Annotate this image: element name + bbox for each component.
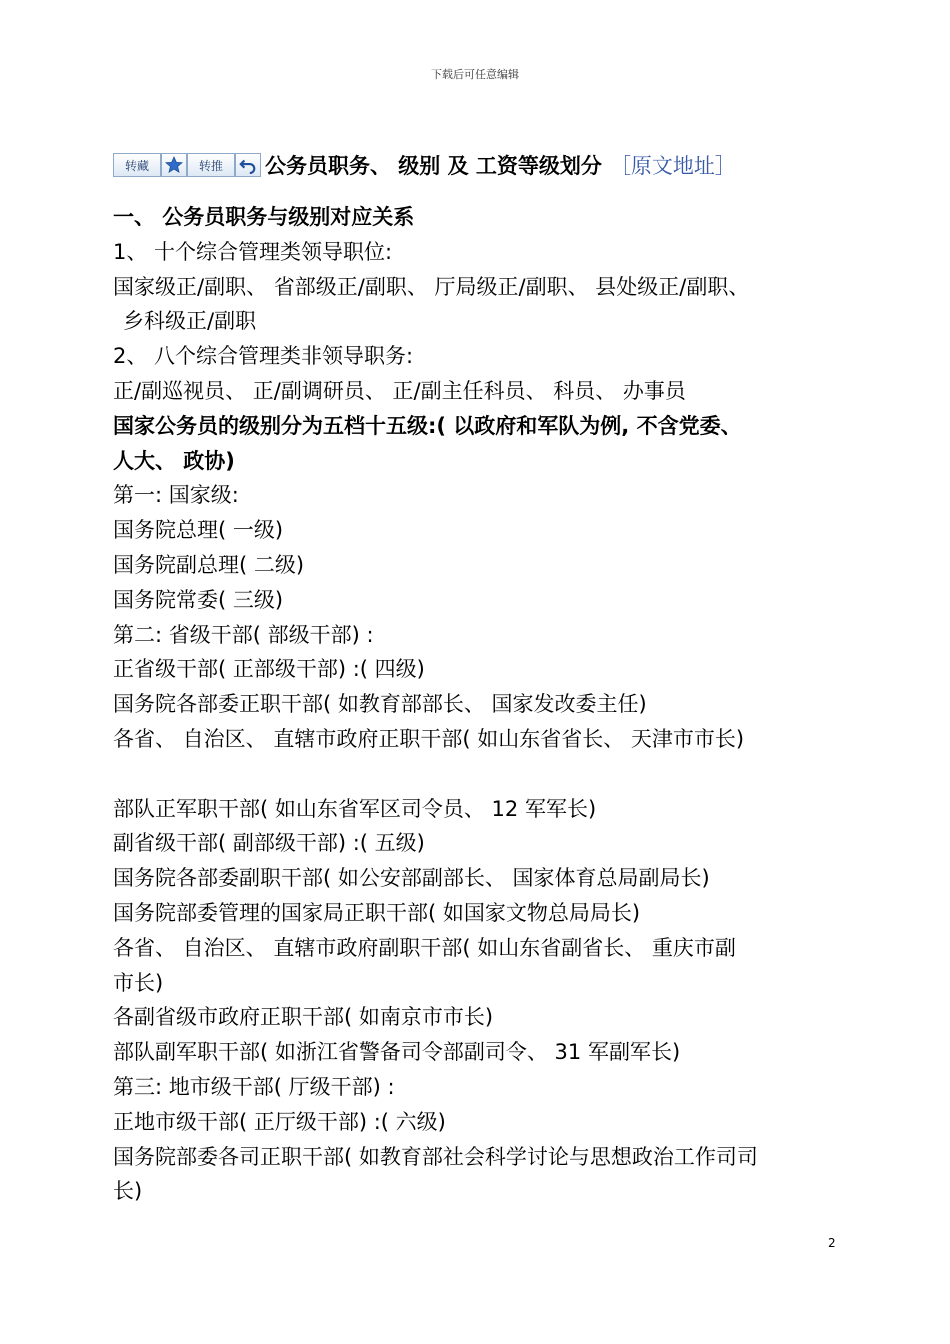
text-line: 国务院常委( 三级) — [113, 587, 284, 612]
recommend-button[interactable]: 转推 — [187, 153, 235, 177]
star-icon[interactable] — [161, 153, 187, 177]
text-line: 乡科级正/副职 — [123, 309, 257, 334]
text-line: 2、 八个综合管理类非领导职务: — [113, 344, 414, 369]
blank-line — [113, 757, 843, 792]
text-line: 第三: 地市级干部( 厅级干部) : — [113, 1074, 395, 1099]
text-line: 正省级干部( 正部级干部) :( 四级) — [113, 657, 425, 682]
article-title: 公务员职务、 级别 及 工资等级划分 — [265, 154, 602, 178]
text-line: 国务院副总理( 二级) — [113, 552, 305, 577]
text-line: 市长) — [113, 970, 164, 995]
original-address-link[interactable]: ［原文地址］ — [609, 154, 736, 178]
text-line: 各副省级市政府正职干部( 如南京市市长) — [113, 1005, 494, 1030]
text-line: 长) — [113, 1179, 143, 1204]
text-line: 国务院各部委副职干部( 如公安部副部长、 国家体育总局副局长) — [113, 866, 710, 891]
bold-text-line: 人大、 政协) — [113, 448, 235, 473]
text-line: 1、 十个综合管理类领导职位: — [113, 239, 393, 264]
section-heading: 一、 公务员职务与级别对应关系 — [113, 205, 415, 229]
text-line: 副省级干部( 副部级干部) :( 五级) — [113, 831, 425, 856]
title-row — [113, 148, 736, 182]
text-line: 各省、 自治区、 直辖市政府副职干部( 如山东省副省长、 重庆市副 — [113, 935, 736, 960]
text-line: 国务院部委各司正职干部( 如教育部社会科学讨论与思想政治工作司司 — [113, 1144, 758, 1169]
text-line: 正地市级干部( 正厅级干部) :( 六级) — [113, 1109, 446, 1134]
undo-arrow-icon[interactable] — [235, 153, 261, 177]
text-line: 各省、 自治区、 直辖市政府正职干部( 如山东省省长、 天津市市长) — [113, 726, 745, 751]
text-line: 第二: 省级干部( 部级干部) : — [113, 622, 374, 647]
body-text — [113, 200, 843, 1209]
bold-text-line: 国家公务员的级别分为五档十五级:( 以政府和军队为例, 不含党委、 — [113, 413, 742, 438]
text-line: 正/副巡视员、 正/副调研员、 正/副主任科员、 科员、 办事员 — [113, 378, 686, 403]
page-number: 2 — [828, 1236, 836, 1250]
text-line: 国务院部委管理的国家局正职干部( 如国家文物总局局长) — [113, 900, 641, 925]
text-line: 第一: 国家级: — [113, 483, 239, 508]
text-line: 部队正军职干部( 如山东省军区司令员、 12 军军长) — [113, 796, 597, 821]
text-line: 国务院总理( 一级) — [113, 518, 284, 543]
text-line: 国务院各部委正职干部( 如教育部部长、 国家发改委主任) — [113, 692, 647, 717]
text-line: 部队副军职干部( 如浙江省警备司令部副司令、 31 军副军长) — [113, 1040, 681, 1065]
repost-button[interactable]: 转藏 — [113, 153, 161, 177]
text-line: 国家级正/副职、 省部级正/副职、 厅局级正/副职、 县处级正/副职、 — [113, 274, 750, 299]
page-header-note: 下载后可任意编辑 — [431, 68, 519, 81]
